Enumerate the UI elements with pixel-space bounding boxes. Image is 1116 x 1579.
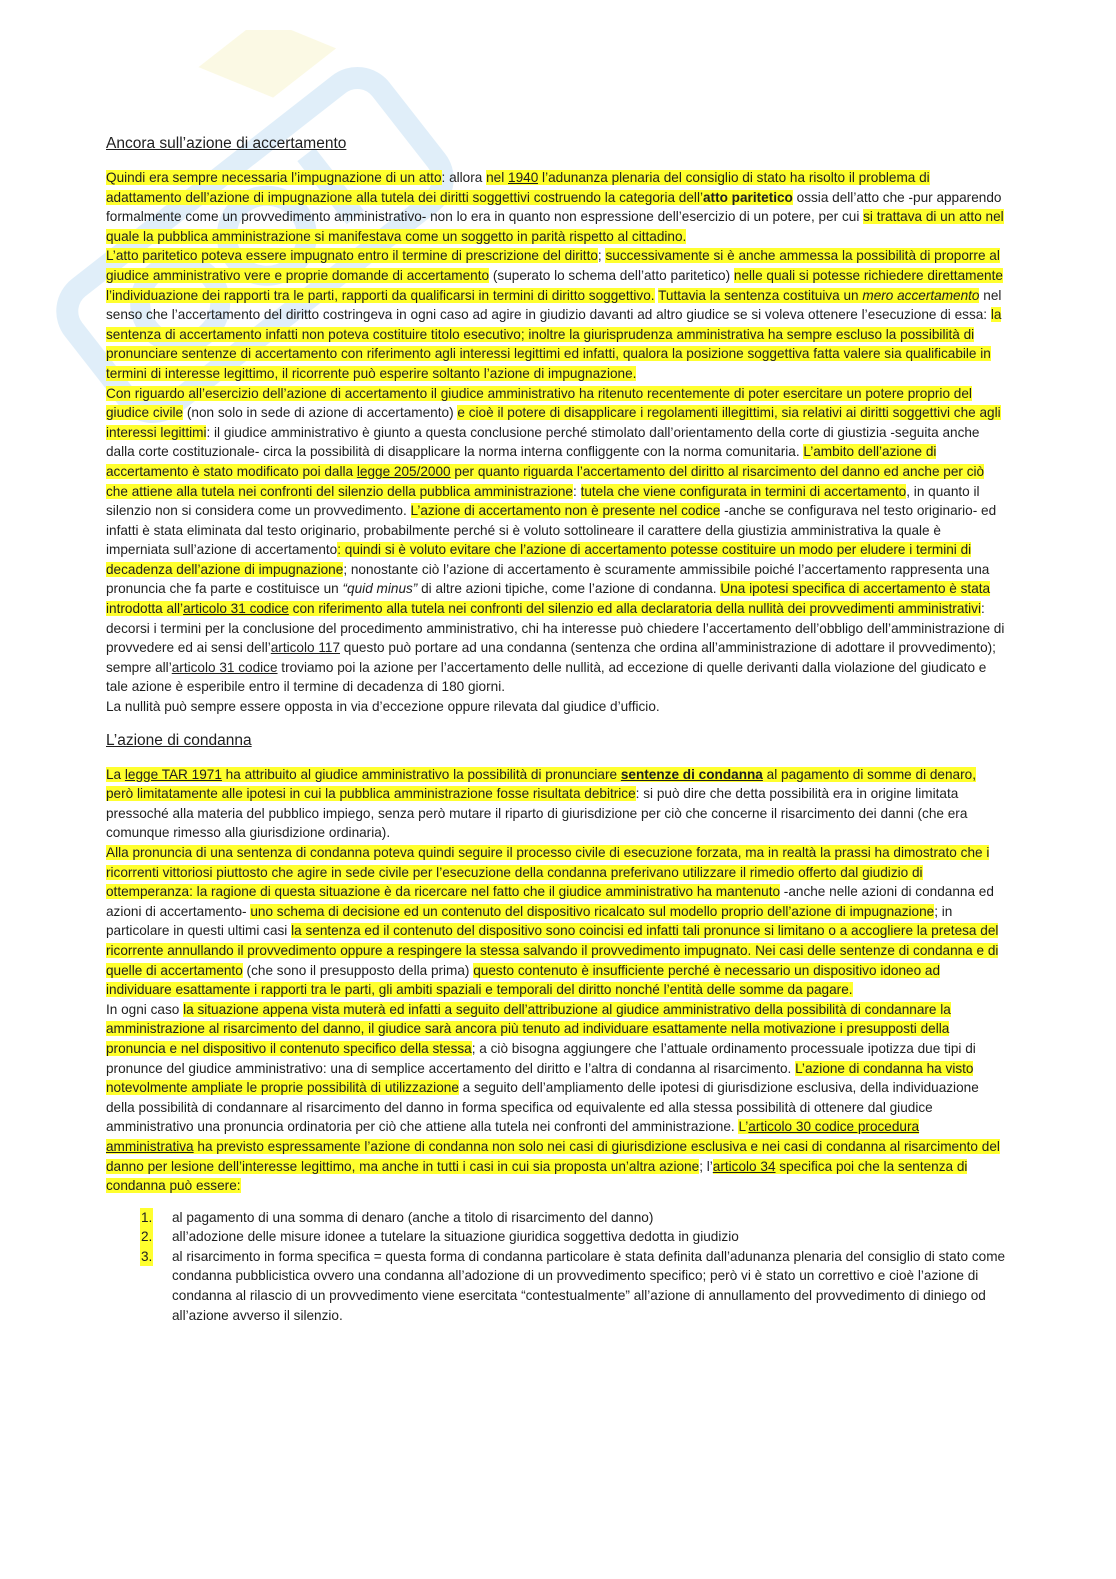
text-run: sentenze di condanna — [620, 766, 763, 782]
text-run: L’ambito dell’azione di accertamento è stato modificato poi dalla — [106, 444, 937, 479]
list-item — [106, 1208, 1006, 1228]
text-run: : — [573, 483, 581, 499]
list-item — [106, 1247, 1006, 1325]
text-run: specifica poi che la sentenza di condanna può essere: — [106, 1158, 968, 1194]
text-run: con riferimento alla tutela nei confronti del silenzio ed alla declaratoria della nullità dei provvedimenti amministrativi — [288, 601, 981, 617]
text-run: questo può portare ad una condanna (sentenza che ordina all’amministrazione di adottare il provvedimento); sempre all’ — [106, 640, 996, 675]
text-run: tutela che viene configurata in termini di accertamento — [580, 483, 907, 499]
text-run: ossia dell’atto che -pur apparendo formalmente come un provvedimento amministrativo- non lo era in quanto non espressione dell’esercizio di un potere, per cui — [106, 189, 1002, 225]
text-run: , in quanto il silenzio non si considera come un provvedimento. — [106, 483, 980, 519]
text-run: articolo 31 codice — [171, 659, 278, 675]
text-run: articolo 117 — [270, 640, 341, 656]
text-run: legge 205/2000 — [356, 463, 451, 479]
list-item-text: all’adozione delle misure idonee a tutelare la situazione giuridica soggettiva dedotta in giudizio — [172, 1229, 739, 1245]
text-run: ; — [597, 248, 606, 264]
paragraph — [106, 384, 1006, 698]
text-run: e cioè il potere di disapplicare i regolamenti illegittimi, sia relativi ai diritti soggettivi che agli interessi legittimi — [106, 405, 1001, 440]
paragraph — [106, 246, 1006, 383]
text-run: di altre azioni tipiche, come l’azione di condanna. — [417, 581, 721, 597]
text-run: la situazione appena vista muterà ed infatti a seguito dell’attribuzione al giudice amministrativo della possibilità di condannare la amministrazione al risarcimento del danno, il giudice sarà ancora più tenuto ad individuare esattamente nella motivazione i presupposti della pronuncia e nel dispositivo il contenuto specifico della stessa — [106, 1001, 951, 1056]
text-run: nel senso che l’accertamento del diritto costringeva in ogni caso ad agire in giudizio davanti ad altro giudice se si voleva ottenere l’esecuzione di essa: — [106, 287, 1002, 323]
text-run: ; in particolare in questi ultimi casi — [106, 903, 953, 939]
text-run: “quid minus” — [342, 581, 418, 597]
list-item-number: 2. — [140, 1227, 153, 1247]
text-run: si trattava di un atto nel quale la pubblica amministrazione si manifestava come un soggetto in parità rispetto al cittadino. — [106, 209, 1004, 244]
paragraph — [106, 843, 1006, 1000]
text-run: atto paritetico — [702, 189, 793, 205]
text-run: questo contenuto è insufficiente perché è necessario un dispositivo idoneo ad individuare esattamente i rapporti tra le parti, gli ambiti spaziali e temporali del diritto nonché l’entità delle somme da pagare. — [106, 962, 941, 998]
text-run: : allora — [441, 170, 487, 185]
text-run: Una ipotesi specifica di accertamento è stata introdotta all’ — [106, 581, 991, 617]
text-run: La — [106, 766, 125, 782]
paragraph — [106, 765, 1006, 843]
text-run: articolo 31 codice — [183, 601, 289, 617]
text-run: nel — [486, 170, 509, 185]
text-run: articolo 34 — [712, 1158, 776, 1174]
text-run: : quindi si è voluto evitare che l’azione di accertamento potesse costituire un modo per eludere i termini di decadenza dell’azione di impugnazione — [106, 542, 972, 577]
list-item-number: 1. — [140, 1208, 153, 1228]
text-run: Quindi era sempre necessaria l’impugnazione di un atto — [106, 170, 442, 185]
text-run: ; a ciò bisogna aggiungere che l’attuale ordinamento processuale ipotizza due tipi di pronunce del giudice amministrativo: una di semplice accertamento del diritto e l’altra di condanna al risarcimento. — [106, 1040, 976, 1076]
text-run: -anche se configurava nel testo originario- ed infatti è stata eliminata dal testo originario, probabilmente perché si è voluto sottolineare il carattere della giustizia amministrativa la quale è imperniata sull’azione di accertamento — [106, 503, 997, 558]
paragraph — [106, 697, 1006, 717]
text-run: legge TAR 1971 — [124, 766, 222, 782]
text-run: ; l’ — [699, 1158, 713, 1174]
section-title-condanna: L’azione di condanna — [106, 731, 252, 749]
text-run: articolo 30 codice procedura amministrativa — [106, 1119, 920, 1154]
document-page — [106, 134, 1006, 1325]
text-run: (non solo in sede di azione di accertamento) — [183, 405, 458, 421]
text-run: : si può dire che detta possibilità era in origine limitata pressoché alla materia del pubblico impiego, senza però mutare il riparto di giurisdizione per ciò che concerne il risarcimento dei danni (che era comunque rimesso alla giurisdizione ordinaria). — [106, 786, 968, 841]
text-run: L’ — [738, 1119, 749, 1135]
text-run: a seguito dell’ampliamento delle ipotesi di giurisdizione esclusiva, della individuazione della possibilità di condannare al risarcimento del danno in forma specifica od equivalente ed alla stessa possibilità di ottenere dal giudice amministrativo una pronuncia ordinatoria per ciò che attiene alla tutela nei confronti del amministrazione. — [106, 1080, 979, 1135]
text-run: L’azione di accertamento non è presente nel codice — [410, 503, 721, 519]
paragraph — [106, 1000, 1006, 1196]
text-run: Tuttavia la sentenza costituiva un — [658, 287, 863, 303]
numbered-list — [106, 1208, 1006, 1326]
list-item-number: 3. — [140, 1247, 153, 1267]
text-run: Con riguardo all’esercizio dell’azione di accertamento il giudice amministrativo ha ritenuto recentemente di poter esercitare un potere proprio del giudice civile — [106, 385, 972, 421]
list-item — [106, 1227, 1006, 1247]
text-run: -anche nelle azioni di condanna ed azioni di accertamento- — [106, 884, 994, 919]
section-title-accertamento: Ancora sull’azione di accertamento — [106, 135, 347, 152]
text-run: ; nonostante ciò l’azione di accertamento è scuramente ammissibile poiché l’accertamento rappresenta una pronuncia che fa parte e costituisce un — [106, 561, 990, 597]
text-run: uno schema di decisione ed un contenuto del dispositivo ricalcato sul modello proprio dell’azione di impugnazione — [250, 903, 935, 919]
text-run: ha previsto espressamente l’azione di condanna non solo nei casi di giurisdizione esclusiva e nei casi di condanna al risarcimento del danno per lesione dell’interesse legittimo, ma anche in tutti i casi in cui sia proposta un’altra azione — [106, 1138, 1000, 1174]
text-run: : il giudice amministrativo è giunto a questa conclusione perché stimolato dall’orientamento della corte di giustizia -seguita anche dalla corte costituzionale- circa la possibilità di disapplicare la norma interna confliggente con la norma comunitaria. — [106, 424, 980, 460]
text-run: nelle quali si potesse richiedere direttamente l’individuazione dei rapporti tra le parti, rapporti da qualificarsi in termini di diritto soggettivo. — [106, 267, 1003, 303]
text-run: mero accertamento — [862, 287, 980, 303]
text-run: L’azione di condanna ha visto notevolmente ampliate le proprie possibilità di utilizzazione — [106, 1060, 974, 1096]
text-run: l’adunanza plenaria del consiglio di stato ha risolto il problema di adattamento dell’azione di impugnazione alla tutela dei diritti soggettivi costruendo la categoria dell’ — [106, 170, 930, 205]
paragraph — [106, 168, 1006, 246]
text-run: (superato lo schema dell’atto paritetico) — [489, 267, 734, 283]
text-run: troviamo poi la azione per l’accertamento delle nullità, ad eccezione di quelle derivanti dalla violazione del giudicato e tale azione è esperibile entro il termine di decadenza di 180 giorni. — [106, 659, 987, 695]
text-run: successivamente si è anche ammessa la possibilità di proporre al giudice amministrativo vere e proprie domande di accertamento — [106, 248, 1000, 283]
text-run: : decorsi i termini per la conclusione del procedimento amministrativo, chi ha interesse può chiedere l’accertamento dell’obbligo dell’amministrazione di provvedere ed ai sensi dell’ — [106, 601, 1005, 656]
text-run: la sentenza ed il contenuto del dispositivo sono coincisi ed infatti tali pronunce si limitano o a accogliere la pretesa del ricorrente annullando il provvedimento oppure a respingere la stessa salvando il provvedimento impugnato. Nei casi delle sentenze di condanna e di quelle di accertamento — [106, 923, 999, 978]
text-run: ha attribuito al giudice amministrativo la possibilità di pronunciare — [221, 766, 621, 782]
text-run: La nullità può sempre essere opposta in via d’eccezione oppure rilevata dal giudice d’ufficio. — [106, 699, 660, 715]
text-run: la sentenza di accertamento infatti non poteva costituire titolo esecutivo; inoltre la giurisprudenza amministrativa ha sempre escluso la possibilità di pronunciare sentenze di accertamento con riferimento agli interessi legittimi ed infatti, qualora la posizione soggettiva fatta valere sia qualificabile in termini di interesse legittimo, il ricorrente può esperire soltanto l’azione di impugnazione. — [106, 307, 1002, 381]
list-item-text: al risarcimento in forma specifica = questa forma di condanna particolare è stata definita dall’adunanza plenaria del consiglio di stato come condanna pubblicistica ovvero una condanna all’adozione di un provvedimento specifico; però vi è stato un correttivo e cioè l’azione di condanna al rilascio di un provvedimento viene esercitata “contestualmente” all’azione di annullamento del provvedimento di diniego od all’azione avverso il silenzio. — [172, 1248, 1006, 1323]
text-run: per quanto riguarda l’accertamento del diritto al risarcimento del danno ed anche per ciò che attiene alla tutela nei confronti del silenzio della pubblica amministrazione — [106, 463, 985, 499]
text-run: 1940 — [508, 170, 539, 185]
text-run: (che sono il presupposto della prima) — [242, 962, 474, 978]
list-item-text: al pagamento di una somma di denaro (anche a titolo di risarcimento del danno) — [172, 1209, 654, 1225]
text-run: In ogni caso — [106, 1001, 184, 1017]
text-run: L’atto paritetico poteva essere impugnato entro il termine di prescrizione del diritto — [106, 248, 598, 264]
text-run: Alla pronuncia di una sentenza di condanna poteva quindi seguire il processo civile di esecuzione forzata, ma in realtà la prassi ha dimostrato che i ricorrenti vittoriosi piuttosto che agire in sede civile per l’esecuzione della condanna preferivano utilizzare il rimedio offerto dal giudizio di ottemperanza: la ragione di questa situazione è da ricercare nel fatto che il giudice amministrativo ha mantenuto — [106, 845, 990, 900]
text-run: al pagamento di somme di denaro, però limitatamente alle ipotesi in cui la pubblica amministrazione fosse risultata debitrice — [106, 766, 976, 802]
